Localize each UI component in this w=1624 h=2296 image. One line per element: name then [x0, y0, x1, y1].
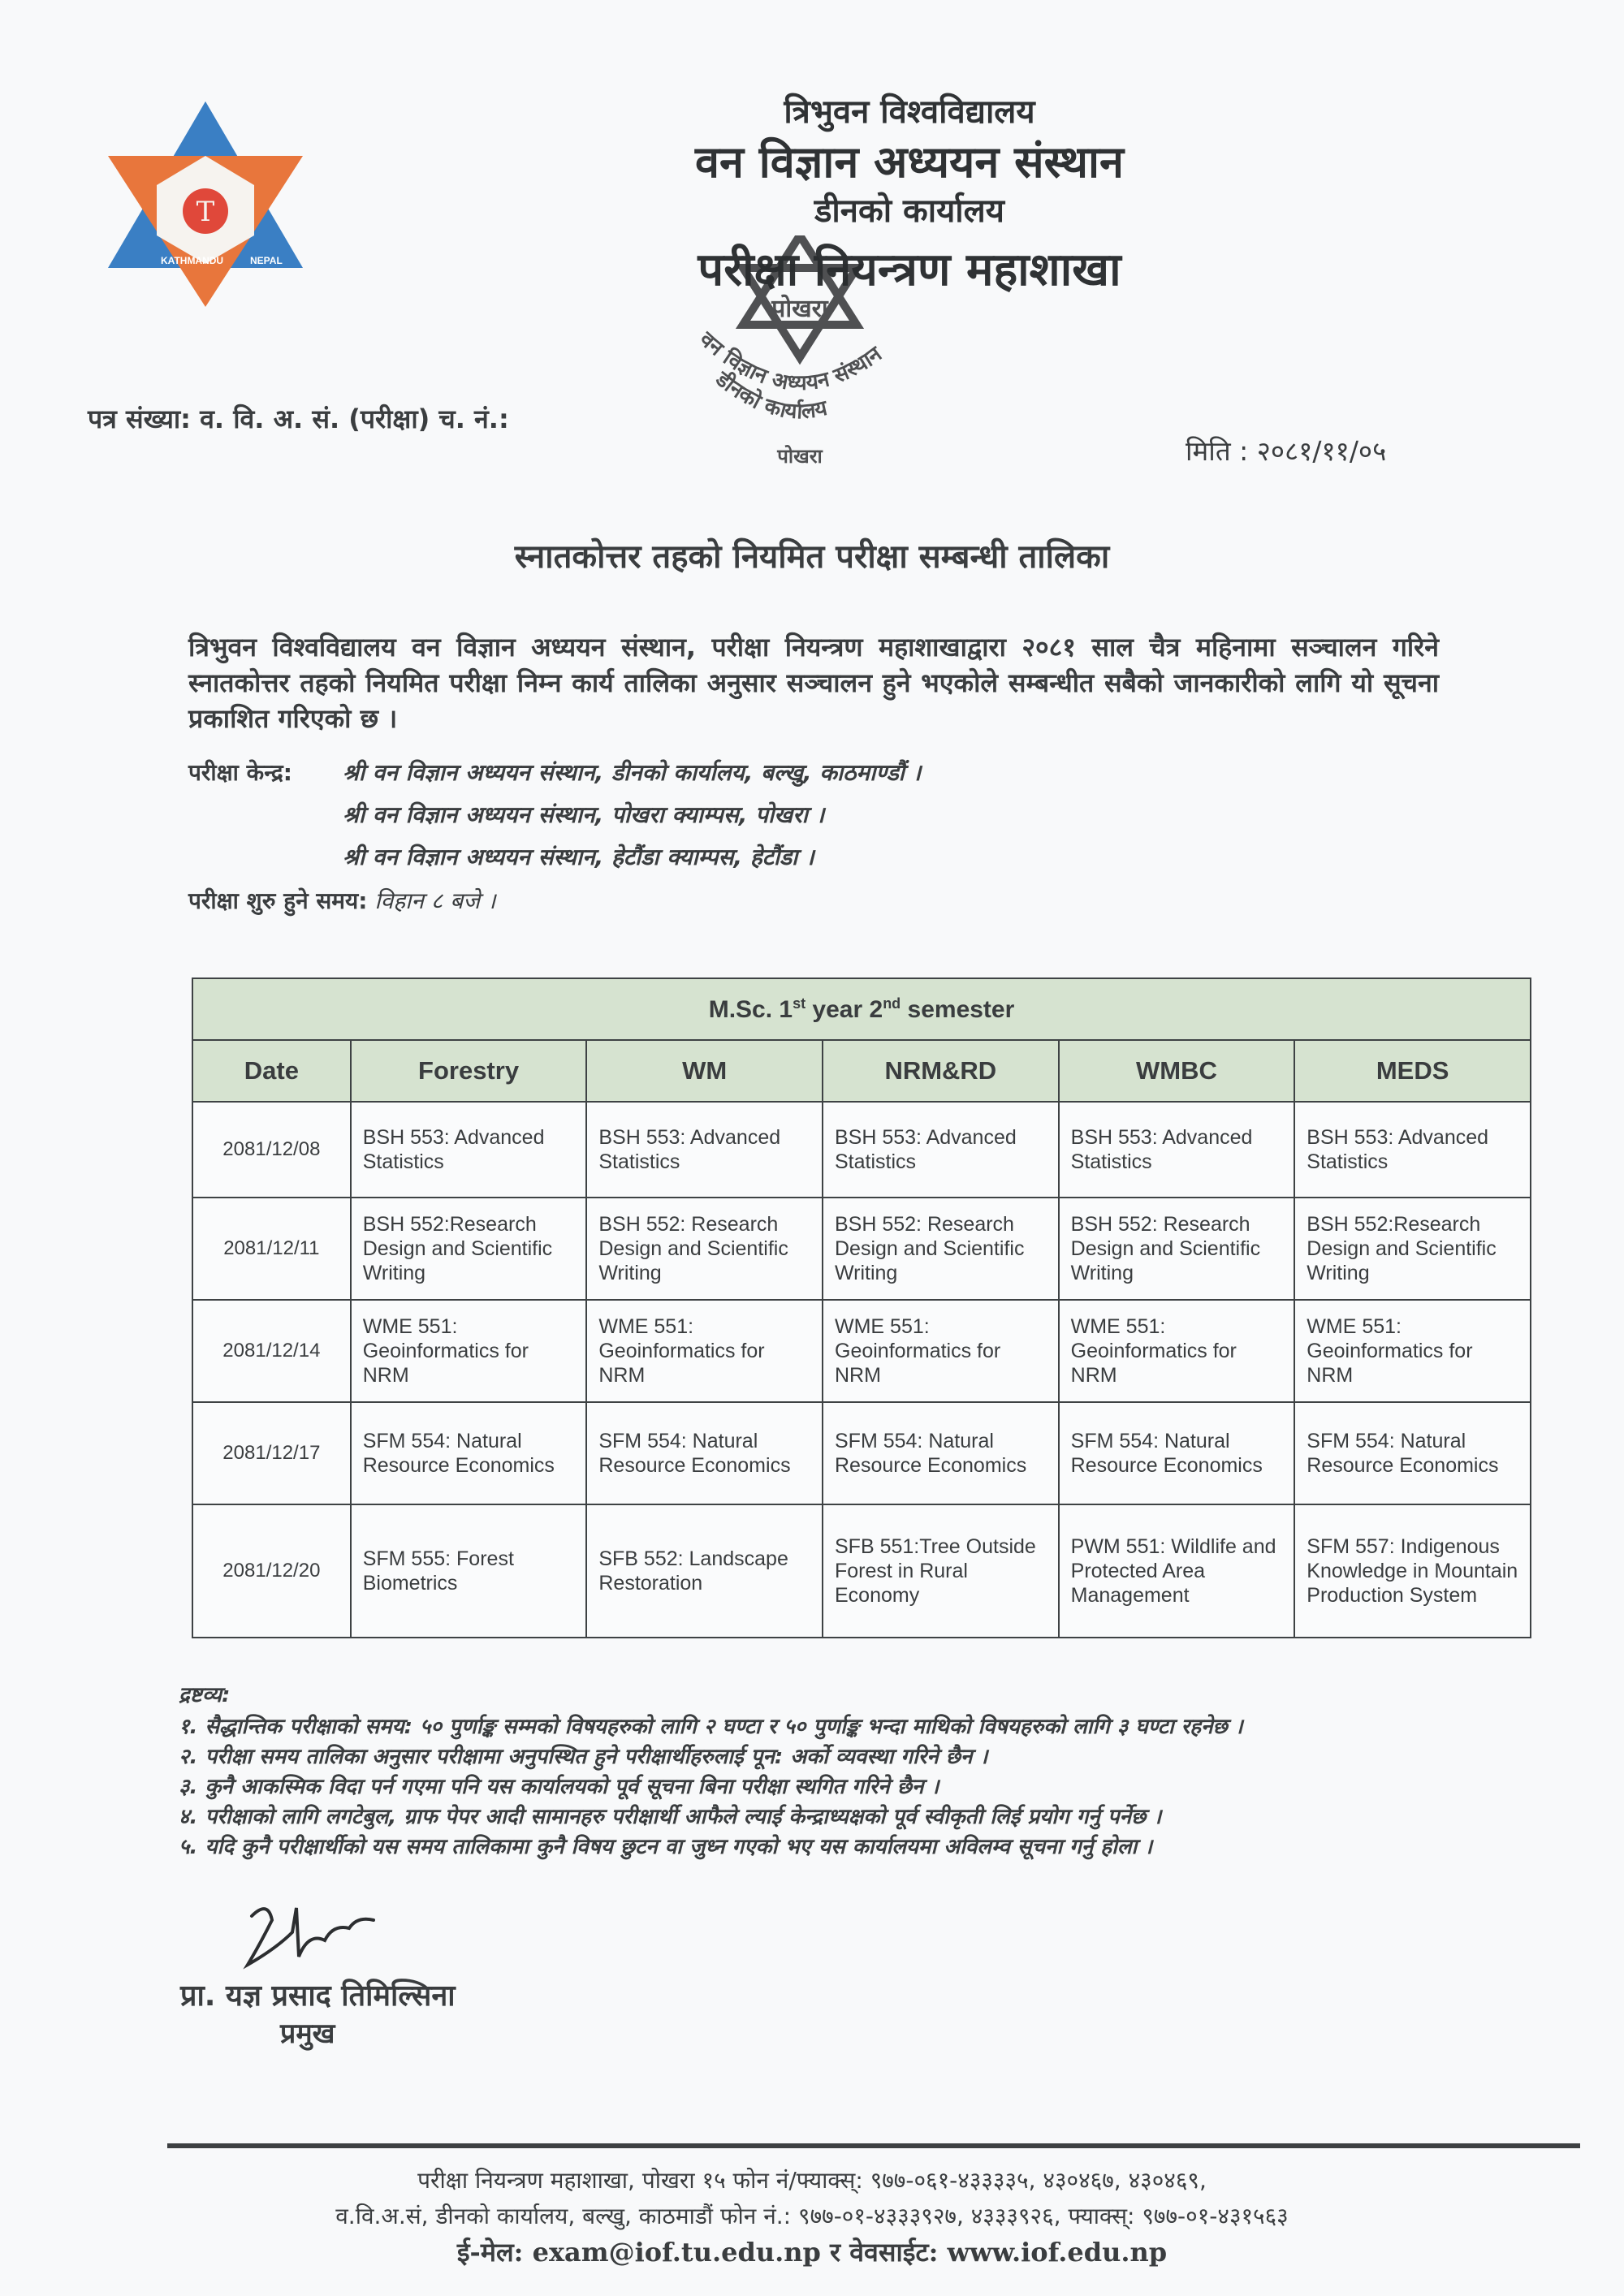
- exam-date: 2081/12/17: [192, 1402, 351, 1504]
- email-link[interactable]: exam@iof.tu.edu.np: [532, 2237, 821, 2268]
- subject-cell: SFM 554: Natural Resource Economics: [1059, 1402, 1295, 1504]
- intro-paragraph: त्रिभुवन विश्वविद्यालय वन विज्ञान अध्ययन संस्थान, परीक्षा नियन्त्रण महाशाखाद्वारा २०८१ साल चैत्र महिनामा सञ्चालन गरिने स्नातकोत्तर तहको नियमित परीक्षा निम्न कार्य तालिका अनुसार सञ्चालन हुने भएकोले सम्बन्धीत सबैको जानकारीको लागि यो सूचना प्रकाशित गरिएको छ ।: [188, 632, 1439, 734]
- note-item: २. परीक्षा समय तालिका अनुसार परीक्षामा अनुपस्थित हुने परीक्षार्थीहरुलाई पून: अर्को व्यवस्था गरिने छैन ।: [179, 1745, 988, 1769]
- subject-cell: WME 551: Geoinformatics for NRM: [1059, 1300, 1295, 1402]
- exam-centers: [188, 751, 921, 878]
- footer-line-kathmandu: व.वि.अ.सं, डीनको कार्यालय, बल्खु, काठमाडौं फोन नं.: ९७७-०१-४३३३९२७, ४३३३९२६, फ्याक्स्: ९७७-०१-४३१५६३: [335, 2203, 1289, 2229]
- subject-cell: SFM 554: Natural Resource Economics: [351, 1402, 587, 1504]
- column-header-nrmrd: NRM&RD: [823, 1040, 1059, 1102]
- footer-divider: [167, 2143, 1580, 2148]
- footer-contact: [0, 2163, 1624, 2270]
- column-header-wm: WM: [586, 1040, 823, 1102]
- signatory-name: प्रा. यज्ञ प्रसाद तिमिल्सिना: [180, 1979, 456, 2013]
- start-time-value: विहान ८ बजे ।: [374, 887, 496, 914]
- website-link[interactable]: www.iof.edu.np: [947, 2237, 1168, 2268]
- office-name: डीनको कार्यालय: [814, 192, 1004, 230]
- subject-cell: SFB 551:Tree Outside Forest in Rural Economy: [823, 1504, 1059, 1638]
- column-header-forestry: Forestry: [351, 1040, 587, 1102]
- subject-cell: SFM 555: Forest Biometrics: [351, 1504, 587, 1638]
- exam-date: 2081/12/20: [192, 1504, 351, 1638]
- subject-cell: BSH 552: Research Design and Scientific Writing: [823, 1198, 1059, 1300]
- exam-centers-label: परीक्षा केन्द्र:: [188, 759, 292, 786]
- column-header-wmbc: WMBC: [1059, 1040, 1295, 1102]
- logo-text-kathmandu: KATHMANDU: [161, 255, 224, 266]
- exam-schedule-table: [192, 978, 1531, 1638]
- stamp-bottom-text: पोखरा: [777, 445, 823, 468]
- office-stamp-icon: [666, 235, 934, 471]
- exam-date: 2081/12/08: [192, 1102, 351, 1198]
- note-item: ३. कुनै आकस्मिक विदा पर्न गएमा पनि यस कार्यालयको पूर्व सूचना बिना परीक्षा स्थगित गरिने छैन ।: [179, 1775, 939, 1799]
- subject-cell: SFB 552: Landscape Restoration: [586, 1504, 823, 1638]
- subject-cell: BSH 552:Research Design and Scientific Writing: [1294, 1198, 1531, 1300]
- signature-icon: [235, 1900, 382, 1981]
- table-row: [192, 1102, 1531, 1198]
- note-item: ५. यदि कुनै परीक्षार्थीको यस समय तालिकामा कुनै विषय छुटन वा जुध्न गएको भए यस कार्यालयमा अविलम्व सूचना गर्नु होला ।: [179, 1835, 1153, 1859]
- footer-line-pokhara: परीक्षा नियन्त्रण महाशाखा, पोखरा १५ फोन नं/फ्याक्स्: ९७७-०६१-४३३३३५, ४३०४६७, ४३०४६९,: [417, 2167, 1207, 2194]
- table-row: [192, 1402, 1531, 1504]
- exam-center-item: श्री वन विज्ञान अध्ययन संस्थान, हेटौंडा क्याम्पस, हेटौंडा ।: [343, 844, 814, 870]
- exam-center-item: श्री वन विज्ञान अध्ययन संस्थान, डीनको कार्यालय, बल्खु, काठमाण्डौं ।: [343, 759, 922, 786]
- subject-cell: BSH 553: Advanced Statistics: [586, 1102, 823, 1198]
- table-row: [192, 1504, 1531, 1638]
- subject-cell: BSH 552:Research Design and Scientific Writing: [351, 1198, 587, 1300]
- subject-cell: BSH 553: Advanced Statistics: [351, 1102, 587, 1198]
- subject-cell: BSH 552: Research Design and Scientific Writing: [1059, 1198, 1295, 1300]
- table-header-row: [192, 1040, 1531, 1102]
- subject-cell: BSH 553: Advanced Statistics: [1294, 1102, 1531, 1198]
- exam-date: 2081/12/11: [192, 1198, 351, 1300]
- logo-text-nepal: NEPAL: [250, 255, 283, 266]
- issue-date: मिति : २०८१/११/०५: [1186, 435, 1387, 467]
- subject-cell: WME 551: Geoinformatics for NRM: [586, 1300, 823, 1402]
- exam-date: 2081/12/14: [192, 1300, 351, 1402]
- signatory-title: प्रमुख: [280, 2018, 335, 2050]
- table-row: [192, 1300, 1531, 1402]
- subject-cell: SFM 554: Natural Resource Economics: [586, 1402, 823, 1504]
- university-name: त्रिभुवन विश्वविद्यालय: [784, 93, 1035, 131]
- institute-name: वन विज्ञान अध्ययन संस्थान: [694, 136, 1125, 188]
- division-name: परीक्षा नियन्त्रण महाशाखा: [698, 244, 1121, 296]
- note-item: १. सैद्धान्तिक परीक्षाको समय: ५० पुर्णाङ्क सम्मको विषयहरुको लागि २ घण्टा र ५० पुर्णाङ्क भन्दा माथिको विषयहरुको लागि ३ घण्टा रहनेछ ।: [179, 1715, 1243, 1739]
- stamp-arc-text-2: डीनको कार्यालय: [710, 367, 830, 425]
- subject-cell: BSH 552: Research Design and Scientific Writing: [586, 1198, 823, 1300]
- column-header-date: Date: [192, 1040, 351, 1102]
- footer-line-web: [0, 2234, 1624, 2270]
- subject-cell: WME 551: Geoinformatics for NRM: [823, 1300, 1059, 1402]
- website-label: र वेवसाईट:: [820, 2237, 948, 2268]
- note-item: ४. परीक्षाको लागि लगटेबुल, ग्राफ पेपर आदी सामानहरु परीक्षार्थी आफैले ल्याई केन्द्राध्यक्षको पूर्व स्वीकृती लिई प्रयोग गर्नु पर्नेछ ।: [179, 1805, 1162, 1829]
- reference-number: पत्र संख्या: व. वि. अ. सं. (परीक्षा) च. नं.:: [88, 404, 509, 434]
- subject-cell: SFM 554: Natural Resource Economics: [1294, 1402, 1531, 1504]
- notes-heading: द्रष्टव्य:: [179, 1683, 231, 1707]
- start-time-label: परीक्षा शुरु हुने समय:: [188, 887, 368, 914]
- subject-cell: WME 551: Geoinformatics for NRM: [351, 1300, 587, 1402]
- table-caption: M.Sc. 1st year 2nd semester: [192, 978, 1531, 1040]
- exam-center-item: श्री वन विज्ञान अध्ययन संस्थान, पोखरा क्याम्पस, पोखरा ।: [343, 801, 825, 828]
- logo-monogram: T: [196, 196, 215, 228]
- table-row: [192, 1198, 1531, 1300]
- subject-cell: PWM 551: Wildlife and Protected Area Management: [1059, 1504, 1295, 1638]
- subject-cell: BSH 553: Advanced Statistics: [1059, 1102, 1295, 1198]
- subject-cell: SFM 554: Natural Resource Economics: [823, 1402, 1059, 1504]
- subject-cell: SFM 557: Indigenous Knowledge in Mountain Production System: [1294, 1504, 1531, 1638]
- subject-cell: BSH 553: Advanced Statistics: [823, 1102, 1059, 1198]
- exam-start-time: [188, 885, 496, 916]
- email-label: ई-मेल:: [456, 2237, 533, 2268]
- stamp-center-text: पोखरा: [771, 295, 828, 323]
- notice-title: स्नातकोत्तर तहको नियमित परीक्षा सम्बन्धी तालिका: [514, 538, 1110, 576]
- stamp-arc-text: वन विज्ञान अध्ययन संस्थान: [694, 327, 887, 396]
- subject-cell: WME 551: Geoinformatics for NRM: [1294, 1300, 1531, 1402]
- column-header-meds: MEDS: [1294, 1040, 1531, 1102]
- notes-section: [179, 1681, 1243, 1862]
